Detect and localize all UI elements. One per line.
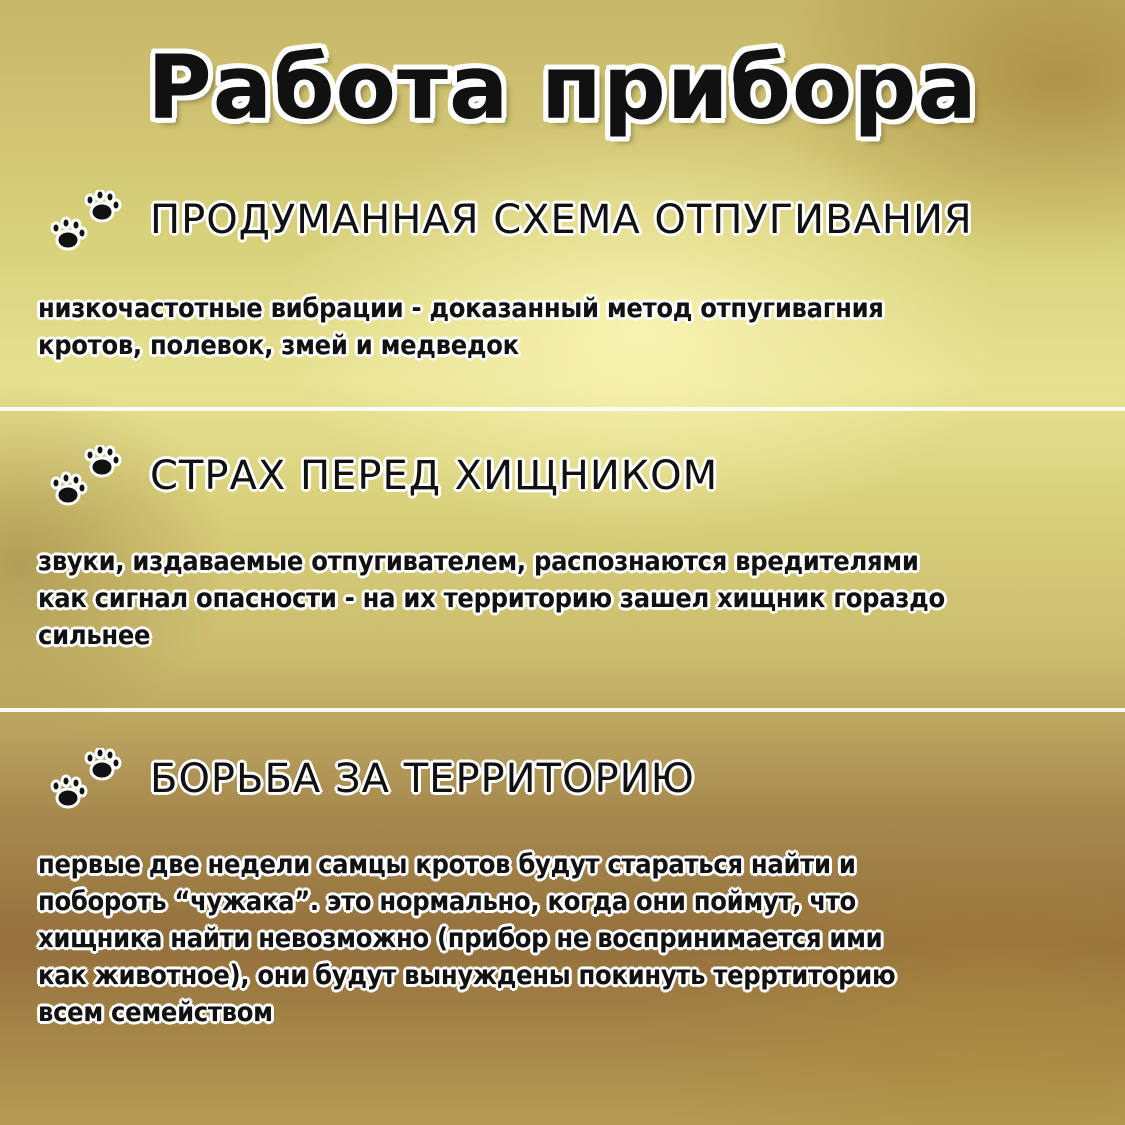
section-heading: БОРЬБА ЗА ТЕРРИТОРИЮ — [150, 756, 695, 802]
description-line: звуки, издаваемые отпугивателем, распознаются вредителями — [38, 546, 919, 577]
paw-prints-icon — [48, 445, 128, 515]
section-description — [38, 290, 1113, 364]
description-line: как животное), они будут вынуждены покинуть терртиторию — [38, 960, 896, 991]
description-line: первые две недели самцы кротов будут стараться найти и — [38, 849, 856, 880]
description-line: всем семейством — [38, 997, 273, 1028]
page-title: Работа прибора — [147, 36, 978, 139]
section-description — [38, 543, 1113, 654]
description-line: побороть “чужака”. это нормально, когда они поймут, что — [38, 886, 856, 917]
description-line: кротов, полевок, змей и медведок — [38, 330, 519, 361]
section-heading: СТРАХ ПЕРЕД ХИЩНИКОМ — [150, 453, 719, 499]
description-line: как сигнал опасности - на их территорию зашел хищник гораздо — [38, 583, 945, 614]
description-line: сильнее — [38, 620, 151, 651]
section-description — [38, 846, 1113, 1031]
paw-prints-icon — [48, 748, 128, 818]
section-divider — [0, 708, 1125, 712]
paw-prints-icon — [48, 190, 128, 260]
section-divider — [0, 407, 1125, 411]
description-line: хищника найти невозможно (прибор не воспринимается ими — [38, 923, 883, 954]
description-line: низкочастотные вибрации - доказанный метод отпугивагния — [38, 293, 884, 324]
section-heading: ПРОДУМАННАЯ СХЕМА ОТПУГИВАНИЯ — [150, 197, 973, 243]
